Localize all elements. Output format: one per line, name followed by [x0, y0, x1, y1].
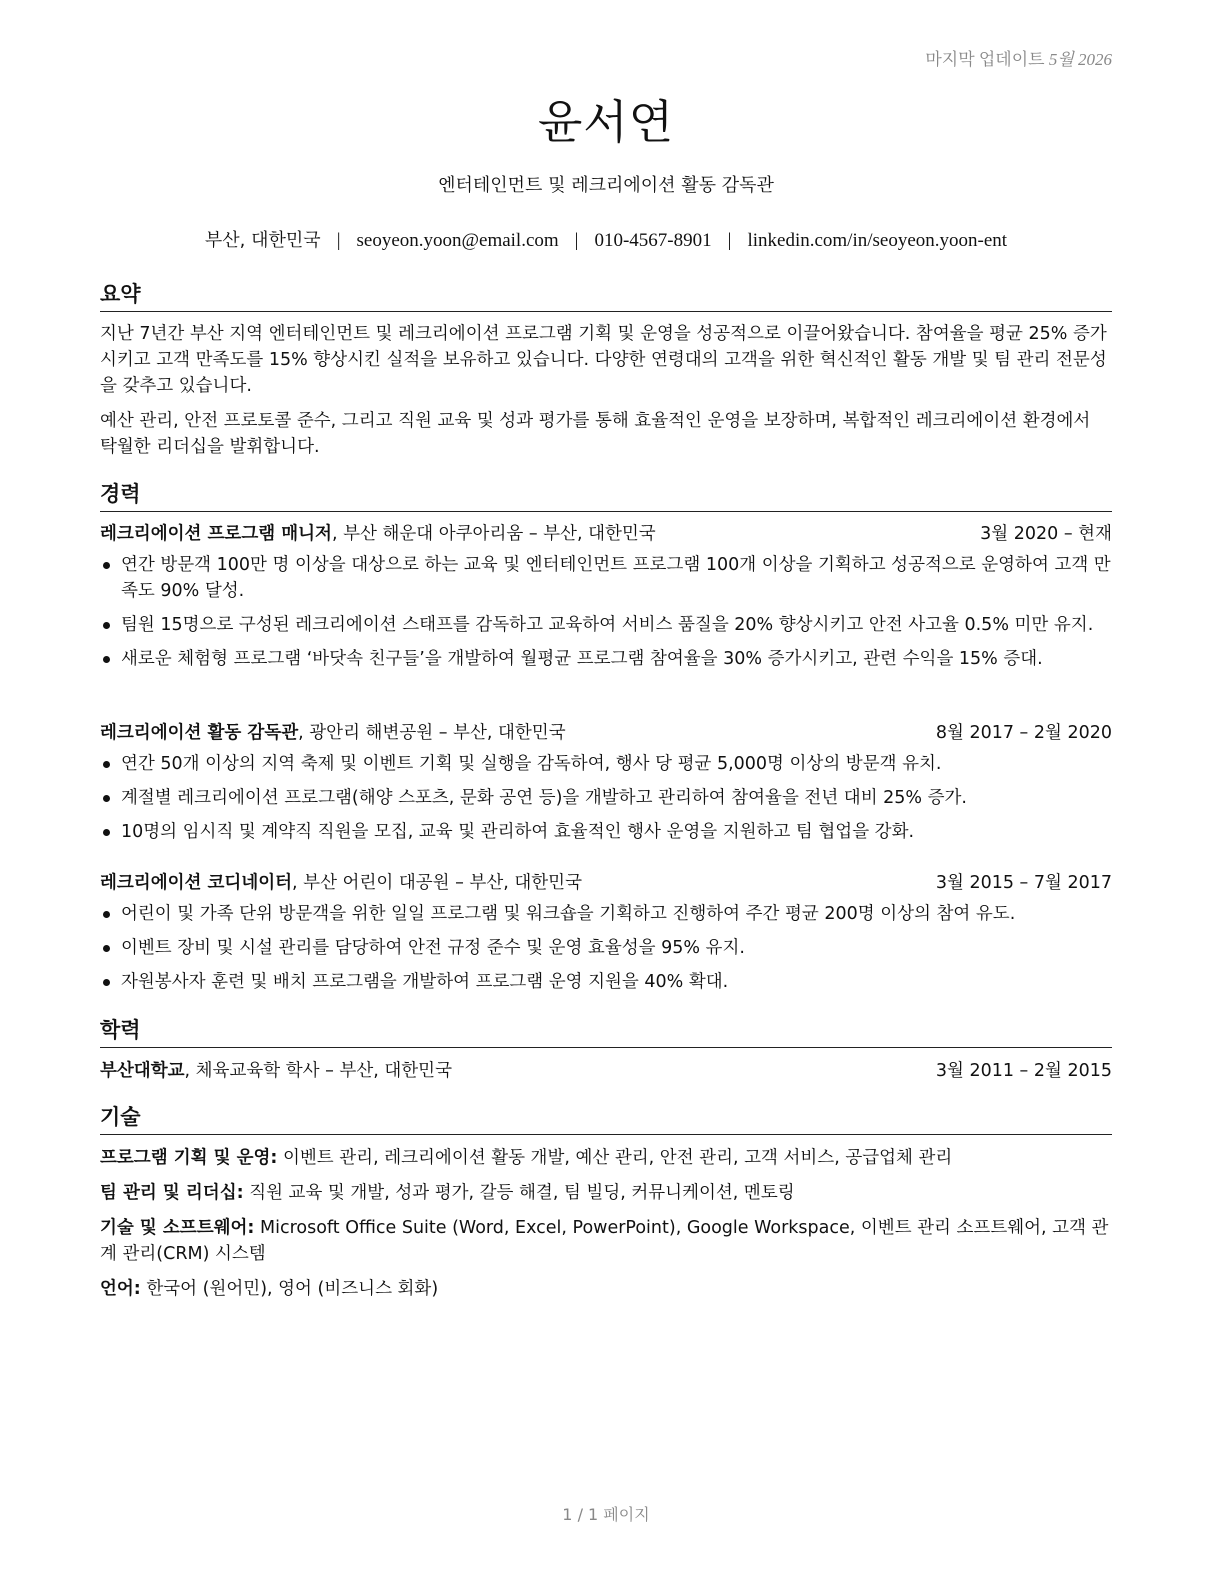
- last-updated: [925, 45, 1112, 70]
- job-bullets: [100, 552, 1112, 680]
- summary-paragraph: 예산 관리, 안전 프로토콜 준수, 그리고 직원 교육 및 성과 평가를 통해 효율적인 운영을 보장하며, 복합적인 레크리에이션 환경에서 탁월한 리더십을 발휘합니다.: [100, 411, 1091, 457]
- candidate-tagline: 엔터테인먼트 및 레크리에이션 활동 감독관: [438, 175, 774, 196]
- candidate-name: 윤서연: [537, 95, 675, 149]
- contact-location: 부산, 대한민국: [204, 230, 321, 251]
- skill-label: 언어:: [100, 1279, 141, 1299]
- contact-separator: |: [727, 230, 732, 251]
- job-title: 레크리에이션 프로그램 매니저: [100, 524, 332, 544]
- contact-email-link[interactable]: seoyeon.yoon@email.com: [356, 230, 559, 251]
- last-updated-year: 2026: [1078, 50, 1112, 69]
- job-bullets: [100, 901, 1112, 1003]
- job-title: 레크리에이션 활동 감독관: [100, 723, 299, 743]
- job-organization: , 부산 해운대 아쿠아리움 – 부산, 대한민국: [331, 524, 656, 544]
- job-bullet: 어린이 및 가족 단위 방문객을 위한 일일 프로그램 및 워크숍을 기획하고 진행하여 주간 평균 200명 이상의 참여 유도.: [100, 901, 1112, 927]
- job-organization: , 부산 어린이 대공원 – 부산, 대한민국: [292, 873, 582, 893]
- section-title-education: 학력: [100, 1014, 1112, 1048]
- skill-value: Microsoft Office Suite (Word, Excel, PowerPoint), Google Workspace, 이벤트 관리 소프트웨어, 고객 관계 관리(CRM) 시스템: [100, 1218, 1109, 1264]
- page-number: 1 / 1 페이지: [562, 1505, 650, 1524]
- job-dates: 3월 2020 – 현재: [980, 524, 1112, 544]
- job-bullets: [100, 751, 1112, 853]
- summary-paragraph: 지난 7년간 부산 지역 엔터테인먼트 및 레크리에이션 프로그램 기획 및 운영을 성공적으로 이끌어왔습니다. 참여율을 평균 25% 증가시키고 고객 만족도를 15% 향상시킨 실적을 보유하고 있습니다. 다양한 연령대의 고객을 위한 혁신적인 활동 개발 및 팀 관리 전문성을 갖추고 있습니다.: [100, 324, 1107, 396]
- job-bullet: 10명의 임시직 및 계약직 직원을 모집, 교육 및 관리하여 효율적인 행사 운영을 지원하고 팀 협업을 강화.: [100, 819, 1112, 845]
- contact-linkedin-link[interactable]: linkedin.com/in/seoyeon.yoon-ent: [747, 230, 1008, 251]
- job-bullet: 이벤트 장비 및 시설 관리를 담당하여 안전 규정 준수 및 운영 효율성을 95% 유지.: [100, 935, 1112, 961]
- section-title-skills: 기술: [100, 1101, 1112, 1135]
- job-bullet: 자원봉사자 훈련 및 배치 프로그램을 개발하여 프로그램 운영 지원을 40% 확대.: [100, 969, 1112, 995]
- skill-value: 이벤트 관리, 레크리에이션 활동 개발, 예산 관리, 안전 관리, 고객 서비스, 공급업체 관리: [277, 1148, 953, 1168]
- job-header: [100, 521, 1112, 547]
- skill-value: 한국어 (원어민), 영어 (비즈니스 회화): [140, 1279, 439, 1299]
- resume-page: [100, 0, 1112, 1584]
- job-title: 레크리에이션 코디네이터: [100, 873, 293, 893]
- skill-item: [100, 1180, 1112, 1206]
- job-bullet: 새로운 체험형 프로그램 ‘바닷속 친구들’을 개발하여 월평균 프로그램 참여율을 30% 증가시키고, 관련 수익을 15% 증대.: [100, 646, 1112, 672]
- section-title-summary: 요약: [100, 278, 1112, 312]
- education-dates: 3월 2011 – 2월 2015: [935, 1061, 1112, 1081]
- job-organization: , 광안리 해변공원 – 부산, 대한민국: [298, 723, 566, 743]
- skill-label: 기술 및 소프트웨어:: [100, 1218, 255, 1238]
- skill-label: 팀 관리 및 리더십:: [100, 1183, 244, 1203]
- job-bullet: 팀원 15명으로 구성된 레크리에이션 스태프를 감독하고 교육하여 서비스 품질을 20% 향상시키고 안전 사고율 0.5% 미만 유지.: [100, 612, 1112, 638]
- job-bullet: 연간 50개 이상의 지역 축제 및 이벤트 기획 및 실행을 감독하여, 행사 당 평균 5,000명 이상의 방문객 유치.: [100, 751, 1112, 777]
- contact-phone: 010-4567-8901: [594, 230, 712, 251]
- education-school: 부산대학교: [100, 1061, 185, 1081]
- job-dates: 8월 2017 – 2월 2020: [935, 723, 1112, 743]
- skill-item: [100, 1276, 1112, 1302]
- contact-line: [100, 226, 1112, 252]
- skill-label: 프로그램 기획 및 운영:: [100, 1148, 278, 1168]
- skill-item: [100, 1145, 1112, 1171]
- education-detail: , 체육교육학 학사 – 부산, 대한민국: [184, 1061, 452, 1081]
- job-dates: 3월 2015 – 7월 2017: [935, 873, 1112, 893]
- last-updated-label: 마지막 업데이트: [925, 50, 1045, 69]
- job-header: [100, 720, 1112, 746]
- skill-value: 직원 교육 및 개발, 성과 평가, 갈등 해결, 팀 빌딩, 커뮤니케이션, 멘토링: [243, 1183, 795, 1203]
- job-bullet: 연간 방문객 100만 명 이상을 대상으로 하는 교육 및 엔터테인먼트 프로그램 100개 이상을 기획하고 성공적으로 운영하여 고객 만족도 90% 달성.: [100, 552, 1112, 604]
- skill-item: [100, 1215, 1112, 1267]
- education-entry: [100, 1058, 1112, 1084]
- job-header: [100, 870, 1112, 896]
- section-title-experience: 경력: [100, 478, 1112, 512]
- last-updated-month: 5월: [1048, 50, 1074, 69]
- contact-separator: |: [336, 230, 341, 251]
- job-bullet: 계절별 레크리에이션 프로그램(해양 스포츠, 문화 공연 등)을 개발하고 관리하여 참여율을 전년 대비 25% 증가.: [100, 785, 1112, 811]
- contact-separator: |: [574, 230, 579, 251]
